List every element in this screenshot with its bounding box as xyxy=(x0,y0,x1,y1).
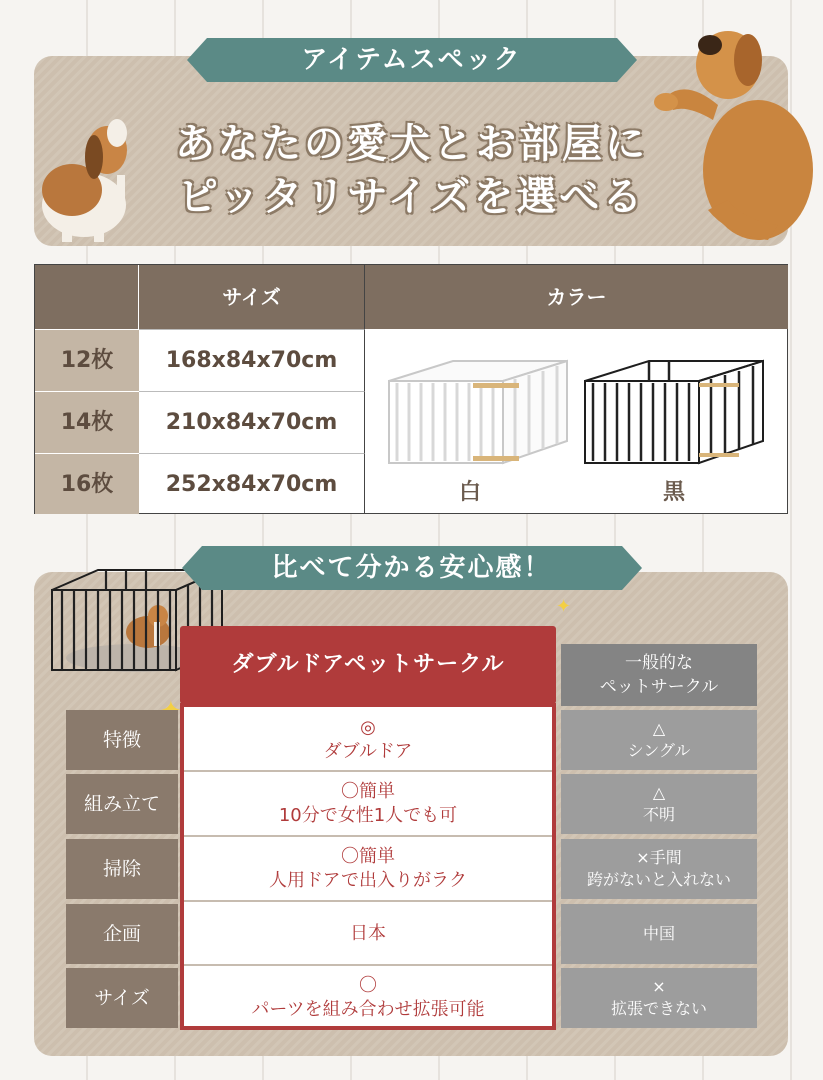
compare-other-mark: △ xyxy=(652,719,666,738)
compare-main-cell xyxy=(184,774,552,834)
compare-main-mark: 〇簡単 xyxy=(341,846,395,867)
spec-size-value: 210x84x70cm xyxy=(139,391,365,453)
compare-main-mark: 〇簡単 xyxy=(341,781,395,802)
double-door-header: ダブルドアペットサークル xyxy=(180,626,556,704)
white-pen-image xyxy=(383,353,573,468)
spec-row-label: 12枚 xyxy=(35,329,139,391)
compare-other-mark: 中国 xyxy=(642,924,675,943)
compare-main-cell xyxy=(184,839,552,899)
compare-other-cell xyxy=(561,710,757,770)
compare-main-cell xyxy=(184,904,552,964)
compare-ribbon: 比べて分かる安心感！ xyxy=(202,546,622,590)
sparkle-icon: ✦ xyxy=(556,596,572,617)
compare-other-text: 拡張できない xyxy=(610,999,707,1018)
compare-other-mark: × xyxy=(652,977,666,996)
spec-row-label: 14枚 xyxy=(35,391,139,453)
headline-line-2: ピッタリサイズを選べる xyxy=(177,174,646,220)
compare-other-cell xyxy=(561,774,757,834)
compare-main-cell xyxy=(184,710,552,770)
spec-header-color: カラー xyxy=(365,265,788,329)
compare-row-label: 企画 xyxy=(66,904,178,964)
compare-main-mark: ◎ xyxy=(360,717,376,738)
compare-main-cell xyxy=(184,968,552,1028)
compare-other-text: 不明 xyxy=(642,805,675,824)
compare-other-cell xyxy=(561,839,757,899)
compare-other-cell xyxy=(561,968,757,1028)
spec-table xyxy=(34,264,788,514)
compare-main-text: パーツを組み合わせ拡張可能 xyxy=(251,999,485,1020)
compare-main-mark: 日本 xyxy=(350,923,386,944)
spec-size-value: 168x84x70cm xyxy=(139,329,365,391)
spec-row-label: 16枚 xyxy=(35,453,139,514)
spec-header-blank xyxy=(35,265,139,329)
spec-ribbon: アイテムスペック xyxy=(207,38,617,82)
color-black-label: 黒 xyxy=(663,480,686,505)
compare-main-mark: 〇 xyxy=(359,975,377,996)
compare-row-label: 掃除 xyxy=(66,839,178,899)
row-divider xyxy=(184,770,552,772)
spec-size-value: 252x84x70cm xyxy=(139,453,365,514)
compare-other-mark: △ xyxy=(652,783,666,802)
row-divider xyxy=(184,835,552,837)
compare-other-mark: ×手間 xyxy=(636,848,682,867)
black-pen-image xyxy=(579,353,769,468)
compare-row-label: 組み立て xyxy=(66,774,178,834)
color-white-label: 白 xyxy=(459,480,482,505)
compare-main-text: 人用ドアで出入りがラク xyxy=(269,870,467,891)
compare-main-text: 10分で女性1人でも可 xyxy=(278,805,458,826)
spec-header-size: サイズ xyxy=(139,265,365,329)
compare-other-cell xyxy=(561,904,757,964)
row-divider xyxy=(184,900,552,902)
compare-other-text: シングル xyxy=(627,741,691,760)
compare-row-label: サイズ xyxy=(66,968,178,1028)
headline-line-1: あなたの愛犬とお部屋に xyxy=(175,121,648,167)
general-pen-header xyxy=(561,644,757,706)
compare-row-label: 特徴 xyxy=(66,710,178,770)
general-pen-header-line1: 一般的な xyxy=(625,653,693,673)
compare-other-text: 跨がないと入れない xyxy=(586,870,731,889)
compare-main-text: ダブルドア xyxy=(323,741,413,762)
general-pen-header-line2: ペットサークル xyxy=(599,677,719,697)
row-divider xyxy=(184,964,552,966)
